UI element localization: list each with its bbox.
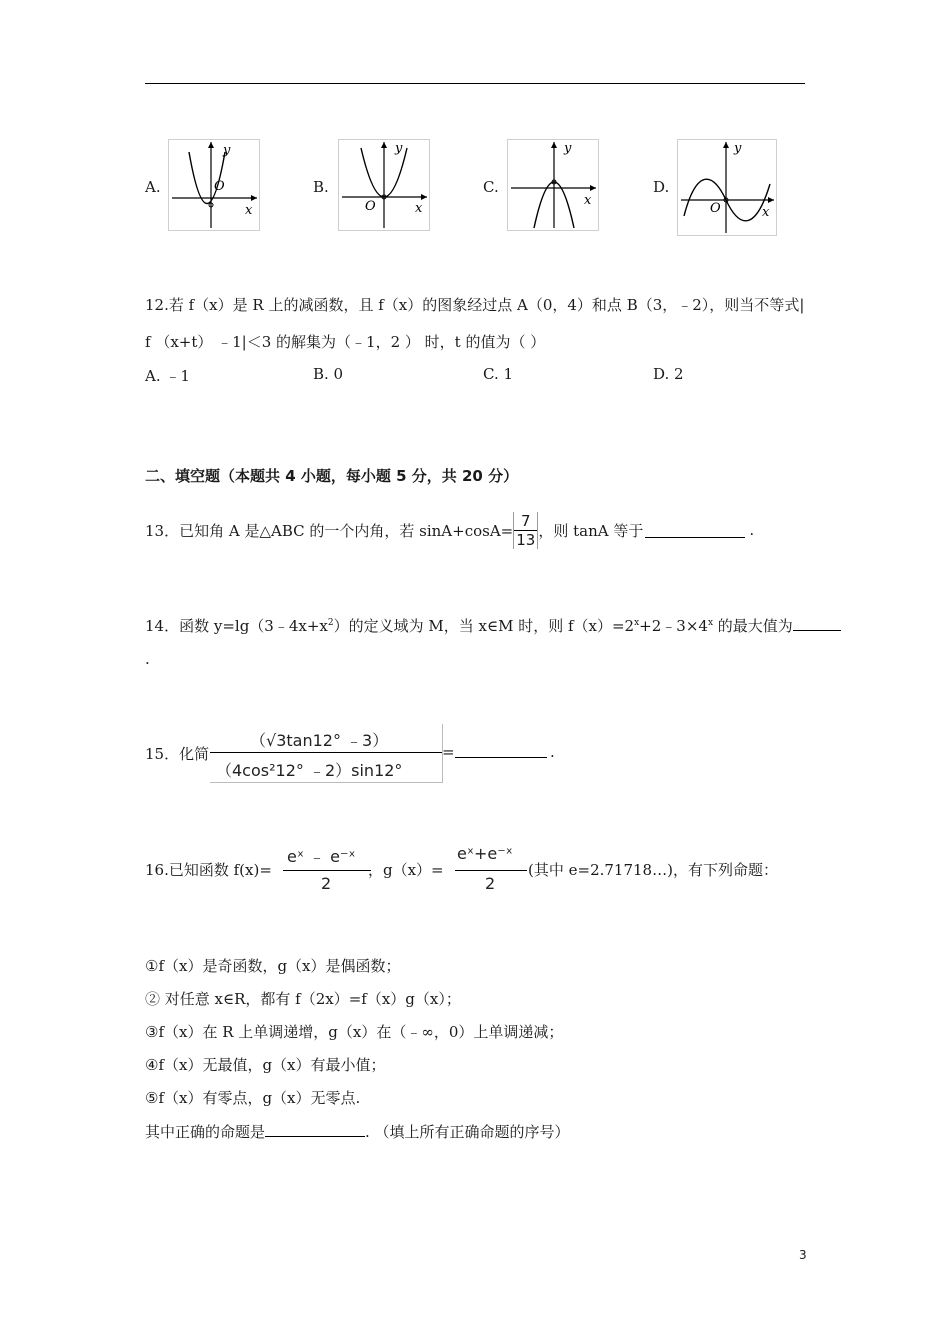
q13-fraction <box>513 512 538 549</box>
q16-f-numerator: eˣ ﹣ e⁻ˣ <box>287 847 356 866</box>
q15-end: . <box>550 743 555 761</box>
option-a-label: A. <box>145 178 161 196</box>
q12-option-b[interactable]: B. 0 <box>313 365 344 383</box>
x-axis-label: x <box>245 203 253 218</box>
q16-item-3: ③f（x）在 R 上单调递增，g（x）在（﹣∞，0）上单调递减； <box>145 1023 564 1041</box>
q16-answer-blank[interactable] <box>265 1122 365 1137</box>
q14-text-d: 的最大值为 <box>713 617 793 635</box>
origin-label: O <box>365 199 376 214</box>
q16-answer-prefix: 其中正确的命题是 <box>145 1123 266 1141</box>
q16-item-5: ⑤f（x）有零点，g（x）无零点. <box>145 1089 361 1107</box>
fraction-bar <box>283 870 371 871</box>
q13-end: . <box>749 521 755 539</box>
q14-sup-b: x <box>634 618 640 628</box>
fraction-bar <box>210 752 442 753</box>
q13-prefix: 13．已知角 A 是△ABC 的一个内角，若 sinA+cosA= <box>145 521 514 540</box>
q16-answer-line <box>145 1121 570 1142</box>
q16-f-fraction <box>283 842 371 898</box>
q15-prefix: 15．化简 <box>145 745 210 763</box>
q14-text-a: 14．函数 y=lg（3﹣4x+x <box>145 617 328 635</box>
origin-label: O <box>214 179 225 194</box>
q14 <box>145 615 841 636</box>
y-axis-label: y <box>564 141 572 156</box>
section-title: 二、填空题（本题共 4 小题，每小题 5 分，共 20 分） <box>145 467 519 485</box>
x-axis-label: x <box>584 193 592 208</box>
y-axis-label: y <box>395 141 403 156</box>
q15-numerator: （√3tan12° ﹣3） <box>250 731 389 750</box>
q16-item-1: ①f（x）是奇函数，g（x）是偶函数； <box>145 957 401 975</box>
fraction-bar <box>455 870 527 871</box>
option-b-label: B. <box>313 178 329 196</box>
q13-answer-blank[interactable] <box>645 523 745 538</box>
q14-sup-c: x <box>707 618 714 628</box>
q14-answer-blank[interactable] <box>793 616 841 631</box>
q12-line1: 12.若 f（x）是 R 上的减函数，且 f（x）的图象经过点 A（0，4）和点 B（3，﹣2），则当不等式| <box>145 296 805 314</box>
q16-prefix: 16.已知函数 f(x)= <box>145 861 272 879</box>
graph-option-d[interactable] <box>677 139 777 236</box>
graph-option-a[interactable] <box>168 139 260 231</box>
q15-answer-blank[interactable] <box>455 743 547 758</box>
page-number: 3 <box>799 1248 807 1262</box>
q15-denominator: （4cos²12° ﹣2）sin12° <box>216 761 403 780</box>
q16-item-2: ② 对任意 x∈R，都有 f（2x）=f（x）g（x）； <box>145 990 461 1008</box>
q14-end: . <box>145 650 150 668</box>
q15-eq: = <box>442 743 455 761</box>
header-rule <box>145 83 805 84</box>
graph-option-c[interactable] <box>507 139 599 231</box>
q16-g-fraction <box>455 842 527 898</box>
origin-label: O <box>710 201 721 216</box>
x-axis-label: x <box>415 201 423 216</box>
x-axis-label: x <box>762 205 770 220</box>
q12-option-d[interactable]: D. 2 <box>653 365 684 383</box>
y-axis-label: y <box>223 143 231 158</box>
q16-g-numerator: eˣ+e⁻ˣ <box>457 844 513 863</box>
q13 <box>145 508 754 552</box>
option-c-label: C. <box>483 178 499 196</box>
q12-line2: f （x+t） ﹣1|＜3 的解集为（﹣1，2 ） 时，t 的值为（ ） <box>145 333 546 351</box>
q16-f-denominator: 2 <box>321 874 332 893</box>
graph-option-b[interactable] <box>338 139 430 231</box>
q12-option-a[interactable]: A. ﹣1 <box>145 367 190 385</box>
y-axis-label: y <box>734 141 742 156</box>
q12-option-c[interactable]: C. 1 <box>483 365 514 383</box>
q13-denominator: 13 <box>516 530 536 549</box>
q16-item-4: ④f（x）无最值，g（x）有最小值； <box>145 1056 386 1074</box>
q14-sup-a: 2 <box>327 618 334 628</box>
q13-numerator: 7 <box>521 511 531 530</box>
q15-fraction <box>210 724 443 783</box>
q14-text-c: +2﹣3×4 <box>639 617 708 635</box>
q13-suffix: ，则 tanA 等于 <box>538 521 644 540</box>
q16-g-denominator: 2 <box>485 874 496 893</box>
q14-text-b: ）的定义域为 M，当 x∈M 时，则 f（x）=2 <box>333 617 635 635</box>
option-d-label: D. <box>653 178 670 196</box>
q16-suffix: (其中 e=2.71718…)，有下列命题： <box>528 861 778 879</box>
q16-answer-suffix: . （填上所有正确命题的序号） <box>365 1123 570 1141</box>
q16-mid: ，g（x）= <box>368 861 444 879</box>
